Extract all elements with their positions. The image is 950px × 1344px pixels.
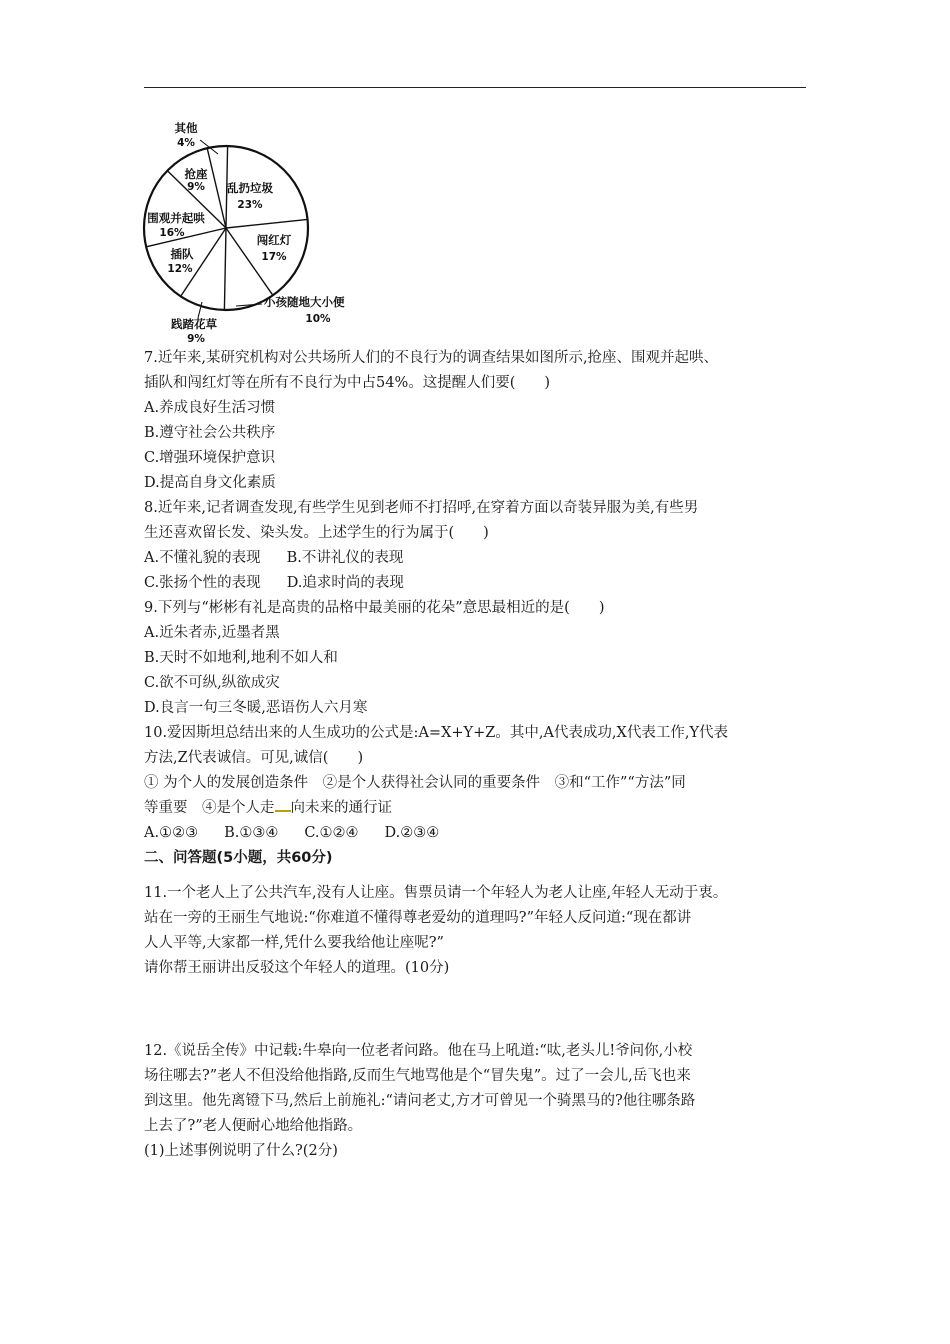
pie-value-litter: 23% [237,199,263,211]
q9-option-c: C.欲不可纵,纵欲成灾 [144,675,280,691]
q9-option-d: D.良言一句三冬暖,恶语伤人六月寒 [144,700,368,716]
pie-value-other: 4% [177,137,195,149]
question-content [144,346,816,1164]
q8-option-c: C.张扬个性的表现 [144,575,261,591]
section-2-heading: 二、问答题(5小题，共60分) [144,850,333,866]
q11-line-3: 人人平等,大家都一样,凭什么要我给他让座呢?” [144,935,444,951]
q12-subquestion-1: (1)上述事例说明了什么?(2分) [144,1143,338,1159]
answer-space [144,981,816,1039]
pie-label-litter: 乱扔垃圾 [227,181,273,195]
q10-option-a: A.①②③ [144,825,199,841]
pie-label-other: 其他 [174,121,198,135]
pie-value-queue-jump: 12% [167,263,193,275]
q7-option-c: C.增强环境保护意识 [144,450,276,466]
q9-option-a: A.近朱者赤,近墨者黑 [144,625,280,641]
q10-statements-line-1: ① 为个人的发展创造条件 ②是个人获得社会认同的重要条件 ③和“工作”“方法”同 [144,775,686,791]
pie-value-red-light: 17% [261,251,287,263]
q10-stem-line-1: 10.爱因斯坦总结出来的人生成功的公式是:A=X+Y+Z。其中,A代表成功,X代表工作,Y代表 [144,725,729,741]
pie-label-red-light: 闯红灯 [256,233,292,247]
pie-label-child-toilet: 小孩随地大小便 [264,295,345,309]
q7-stem-line-2: 插队和闯红灯等在所有不良行为中占54%。这提醒人们要( ) [144,375,551,391]
pie-label-queue-jump: 插队 [170,247,194,261]
q9-stem: 9.下列与“彬彬有礼是高贵的品格中最美丽的花朵”意思最相近的是( ) [144,600,605,616]
q10-option-d: D.②③④ [384,825,440,841]
q9-option-b: B.天时不如地利,地利不如人和 [144,650,338,666]
q7-option-a: A.养成良好生活习惯 [144,400,276,416]
q11-line-2: 站在一旁的王丽生气地说:“你难道不懂得尊老爱幼的道理吗?”年轻人反问道:“现在都讲 [144,910,692,926]
q8-option-b: B.不讲礼仪的表现 [286,550,404,566]
q8-stem-line-1: 8.近年来,记者调查发现,有些学生见到老师不打招呼,在穿着方面以奇装异服为美,有些男 [144,500,699,516]
q11-line-1: 11.一个老人上了公共汽车,没有人让座。售票员请一个年轻人为老人让座,年轻人无动于衷。 [144,885,728,901]
q8-options-row-2 [144,571,816,596]
q8-option-d: D.追求时尚的表现 [286,575,404,591]
q7-stem-line-1: 7.近年来,某研究机构对公共场所人们的不良行为的调查结果如图所示,抢座、围观并起哄、 [144,350,719,366]
pie-value-trample-grass: 9% [187,333,205,345]
q11-line-4: 请你帮王丽讲出反驳这个年轻人的道理。(10分) [144,960,450,976]
pie-label-seat-grab: 抢座 [184,167,208,181]
q12-line-1: 12.《说岳全传》中记载:牛皋向一位老者问路。他在马上吼道:“呔,老头儿!爷问你,小校 [144,1043,693,1059]
q10-blank-mark [275,796,291,812]
q8-options-row-1 [144,546,816,571]
q10-option-b: B.①③④ [224,825,279,841]
q10-statements-line-2 [144,796,816,821]
pie-value-crowd-heckle: 16% [159,227,185,239]
q10-options-row [144,821,816,846]
header-rule [144,87,806,88]
q10-statements-line-2b: 向未来的通行证 [290,800,392,816]
q12-line-3: 到这里。他先离镫下马,然后上前施礼:“请问老丈,方才可曾见一个骑黑马的?他往哪条路 [144,1093,696,1109]
pie-label-trample-grass: 践踏花草 [171,317,217,331]
pie-chart [140,118,380,348]
q12-line-4: 上去了?”老人便耐心地给他指路。 [144,1118,363,1134]
q10-option-c: C.①②④ [304,825,359,841]
pie-label-crowd-heckle: 围观并起哄 [147,211,205,225]
q8-stem-line-2: 生还喜欢留长发、染头发。上述学生的行为属于( ) [144,525,489,541]
q7-option-d: D.提高自身文化素质 [144,475,276,491]
q10-stem-line-2: 方法,Z代表诚信。可见,诚信( ) [144,750,364,766]
q7-option-b: B.遵守社会公共秩序 [144,425,276,441]
pie-value-child-toilet: 10% [305,313,331,325]
pie-value-seat-grab: 9% [187,181,205,193]
pie-chart-svg [140,118,380,348]
q12-line-2: 场往哪去?”老人不但没给他指路,反而生气地骂他是个“冒失鬼”。过了一会儿,岳飞也来 [144,1068,691,1084]
q10-statements-line-2a: 等重要 ④是个人走 [144,800,275,816]
q8-option-a: A.不懂礼貌的表现 [144,550,261,566]
